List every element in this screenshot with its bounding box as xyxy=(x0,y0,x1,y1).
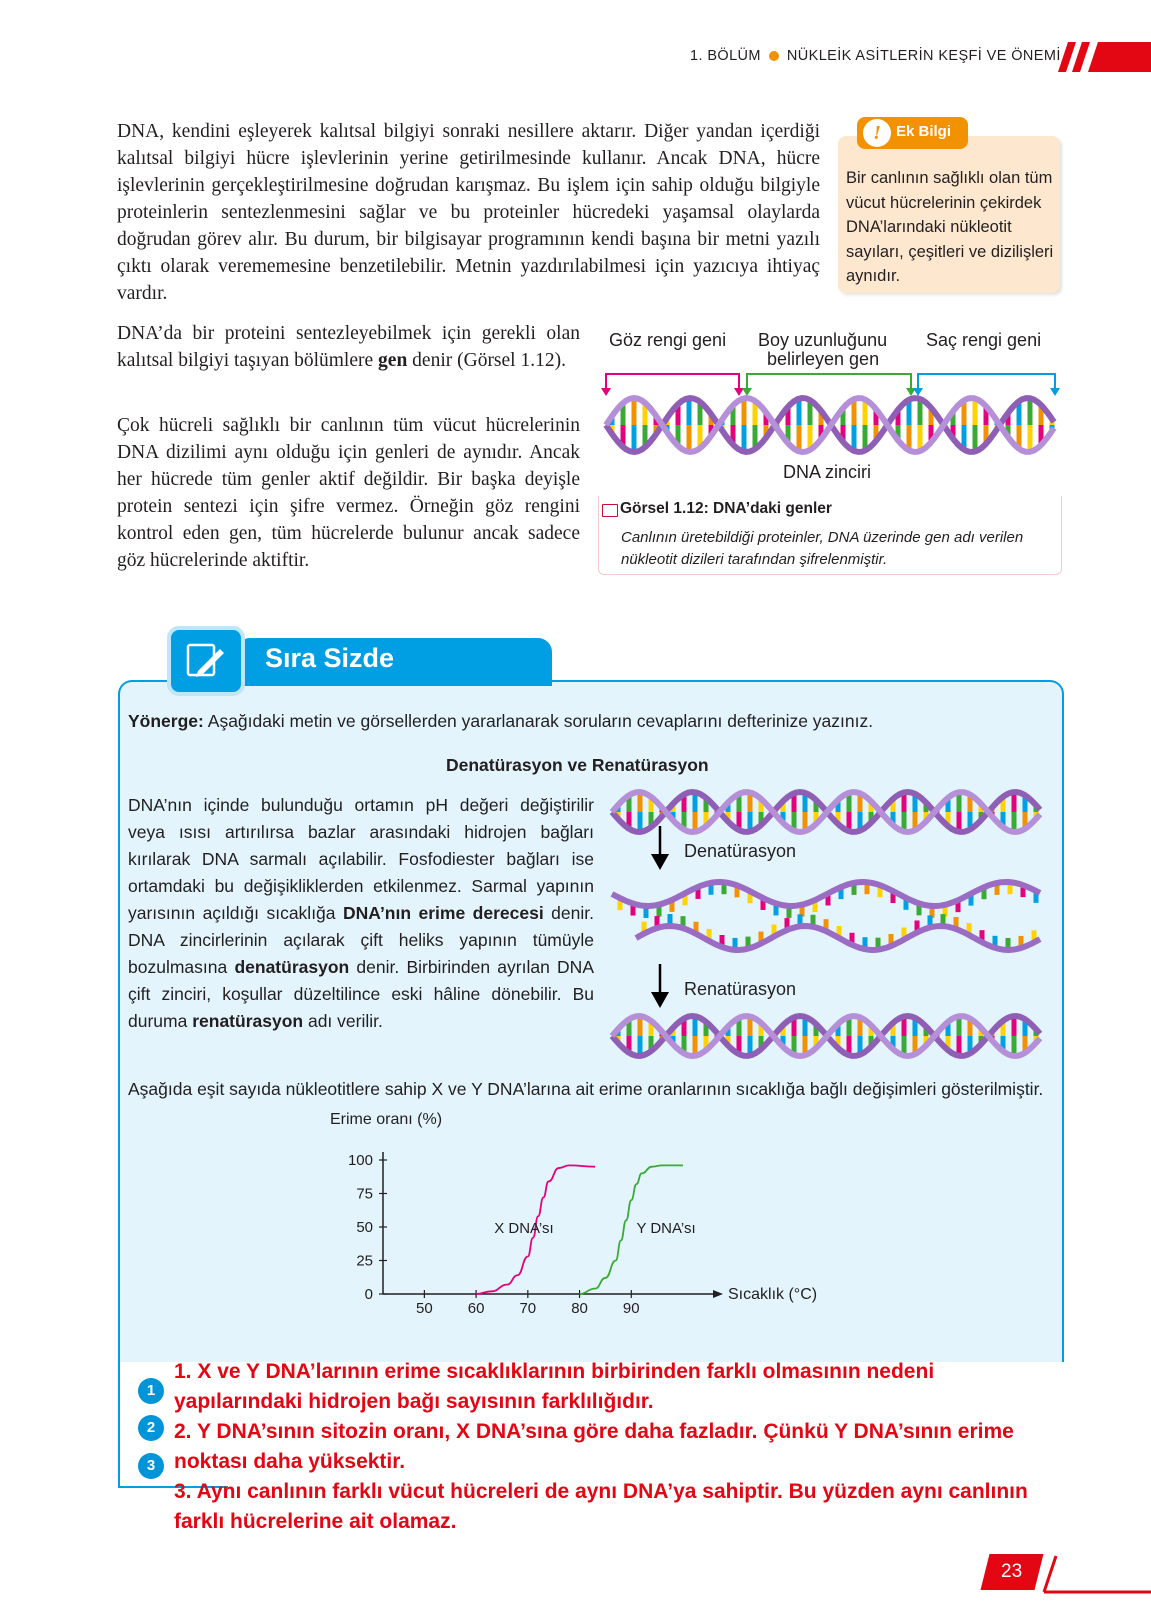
renaturation-label: Renatürasyon xyxy=(684,979,797,999)
dna-double-helix-bottom xyxy=(612,1010,1042,1062)
gene-label-height-line1: Boy uzunluğunu xyxy=(758,330,888,350)
gene-label-hair-color: Saç rengi geni xyxy=(926,330,1042,350)
page-number-badge xyxy=(981,1554,1044,1590)
gene-paragraph xyxy=(117,320,580,374)
down-arrow-icon xyxy=(648,964,672,1010)
gene-paragraph-text-b: denir (Görsel 1.12). xyxy=(412,350,566,371)
dna-chain-label: DNA zinciri xyxy=(783,462,872,482)
denat-text-2: denir. DNA zincirlerinin açılarak çift heliks yapının tümüyle bozulmasına xyxy=(128,903,594,977)
ek-bilgi-title: Ek Bilgi xyxy=(896,123,952,140)
answer-2: 2. Y DNA’sının sitozin oranı, X DNA’sına göre daha fazladır. Çünkü Y DNA’sının erime noktası daha yüksektir. xyxy=(174,1420,1014,1473)
answer-badge-2: 2 xyxy=(138,1415,164,1441)
intro-paragraph: DNA, kendini eşleyerek kalıtsal bilgiyi sonraki nesillere aktarır. Diğer yandan içerdiği kalıtsal bilgiyi hücre işlevlerinin yerine getirilmesinde kullanır. Ancak DNA, hücre işlevlerinin gerçekleştirilmesine doğrudan karışmaz. Bu işlem için sahip olduğu bilgiyle proteinlerin sentezlenmesini sağlar ve bu proteinler hücredeki yaşamsal olaylarda doğrudan görev alır. Bu durum, bir bilgisayar programının kendi başına bir metni yazılı çıktı olarak verememesine benzetilebilir. Metnin yazdırılabilmesi için yazıcıya ihtiyaç vardır. xyxy=(117,121,820,304)
instruction-label: Yönerge: xyxy=(128,711,204,731)
dna-helix-figure xyxy=(606,392,1056,458)
x-axis-label: Sıcaklık (°C) xyxy=(728,1286,818,1303)
y-tick-label: 75 xyxy=(356,1185,373,1203)
x-tick-label: 50 xyxy=(416,1300,433,1317)
header-dot xyxy=(769,51,779,61)
y-tick-label: 25 xyxy=(356,1252,373,1270)
answer-badge-3: 3 xyxy=(138,1453,164,1479)
x-tick-label: 90 xyxy=(622,1300,640,1317)
gene-label-height-line2: belirleyen gen xyxy=(767,349,880,369)
image-icon xyxy=(602,504,618,517)
series-label-y: Y DNA’sı xyxy=(636,1220,696,1237)
answer-3: 3. Aynı canlının farklı vücut hücreleri de aynı DNA’ya sahiptir. Bu yüzden aynı canlının farklı hücrelerine ait olamaz. xyxy=(174,1480,1028,1533)
denaturation-term: denatürasyon xyxy=(234,957,350,977)
instruction-text: Aşağıdaki metin ve görsellerden yararlanarak soruların cevaplarını defterinize yazınız. xyxy=(207,711,874,731)
sira-sizde-border-left xyxy=(118,1360,120,1488)
header-stripes-decoration xyxy=(1050,38,1151,74)
page-number-decoration xyxy=(1040,1554,1151,1594)
denat-text-1: DNA’nın içinde bulunduğu ortamın pH değeri değiştirilir veya ısısı artırılırsa bazlar arasındaki hidrojen bağları kırılarak DNA sarmalı açılabilir. Fosfodiester bağları ise ortamdaki bu değişikliklerden etkilenmez. Sarmal yapının yarısının açıldığı sıcaklığa xyxy=(128,795,594,923)
figure-caption-text: Canlının üretebildiği proteinler, DNA üzerinde gen adı verilen nükleotit dizileri tarafından şifrelenmiştir. xyxy=(621,529,1024,568)
section-label: 1. BÖLÜM xyxy=(690,48,761,64)
chart-intro-text: Aşağıda eşit sayıda nükleotitlere sahip X ve Y DNA’larına ait erime oranlarının sıcaklığa bağlı değişimleri gösterilmiştir. xyxy=(128,1079,1044,1099)
running-header xyxy=(690,48,1061,64)
denat-text-3: denir. Birbirinden ayrılan DNA çift zinciri, koşullar düzeltilince eski hâline dönebilir. Bu duruma xyxy=(128,957,594,1031)
renaturation-term: renatürasyon xyxy=(192,1011,304,1031)
dna-single-strand-1 xyxy=(612,874,1042,914)
pencil-icon xyxy=(167,626,245,696)
y-tick-label: 50 xyxy=(356,1219,373,1236)
denaturation-paragraph xyxy=(128,792,594,1035)
page-number: 23 xyxy=(1001,1561,1023,1582)
answer-1: 1. X ve Y DNA’larının erime sıcaklıklarının birbirinden farklı olmasının nedeni yapılarındaki hidrojen bağı sayısının farklılığıdır. xyxy=(174,1360,935,1413)
x-tick-label: 60 xyxy=(467,1300,485,1317)
sira-sizde-title: Sıra Sizde xyxy=(265,643,395,673)
y-axis-label: Erime oranı (%) xyxy=(330,1111,443,1128)
dna-double-helix-top xyxy=(612,786,1042,838)
denaturation-label: Denatürasyon xyxy=(684,841,797,861)
series-label-x: X DNA’sı xyxy=(494,1220,554,1237)
x-tick-label: 80 xyxy=(571,1300,588,1317)
gene-paragraph-text-a: DNA’da bir proteini sentezleyebilmek için gerekli olan kalıtsal bilgiyi taşıyan bölümlere xyxy=(117,323,580,371)
instruction-line xyxy=(128,708,1058,735)
chapter-title: NÜKLEİK ASİTLERİN KEŞFİ VE ÖNEMİ xyxy=(786,48,1061,64)
melting-degree-term: DNA’nın erime derecesi xyxy=(343,903,544,923)
info-icon: ! xyxy=(863,119,891,147)
denat-text-4: adı verilir. xyxy=(307,1011,383,1031)
x-tick-label: 70 xyxy=(519,1300,537,1317)
dna-single-strand-2 xyxy=(636,918,1042,958)
figure-caption-title: Görsel 1.12: DNA’daki genler xyxy=(620,500,832,517)
y-tick-label: 100 xyxy=(347,1152,373,1169)
x-axis-arrow-icon xyxy=(713,1290,723,1298)
down-arrow-icon xyxy=(648,826,672,872)
ek-bilgi-text: Bir canlının sağlıklı olan tüm vücut hücrelerinin çekirdek DNA’larındaki nükleotit sayıları, çeşitleri ve dizilişleri aynıdır. xyxy=(846,169,1054,285)
gene-term: gen xyxy=(378,350,408,371)
section-subtitle: Denatürasyon ve Renatürasyon xyxy=(446,755,709,775)
y-tick-label: 0 xyxy=(364,1286,373,1303)
gene-label-eye-color: Göz rengi geni xyxy=(609,330,727,350)
active-genes-paragraph: Çok hücreli sağlıklı bir canlının tüm vücut hücrelerinin DNA dizilimi aynı olduğu için genleri de aynıdır. Ancak her hücrede tüm genler aktif değildir. Bir başka deyişle protein sentezi için şifre vermez. Örneğin göz rengini kontrol eden gen, tüm hücrelerde bulunur ancak sadece göz hücrelerinde aktiftir. xyxy=(117,415,580,571)
answer-badge-1: 1 xyxy=(138,1378,164,1404)
melting-chart xyxy=(330,1111,850,1360)
answers-block xyxy=(174,1357,1054,1537)
